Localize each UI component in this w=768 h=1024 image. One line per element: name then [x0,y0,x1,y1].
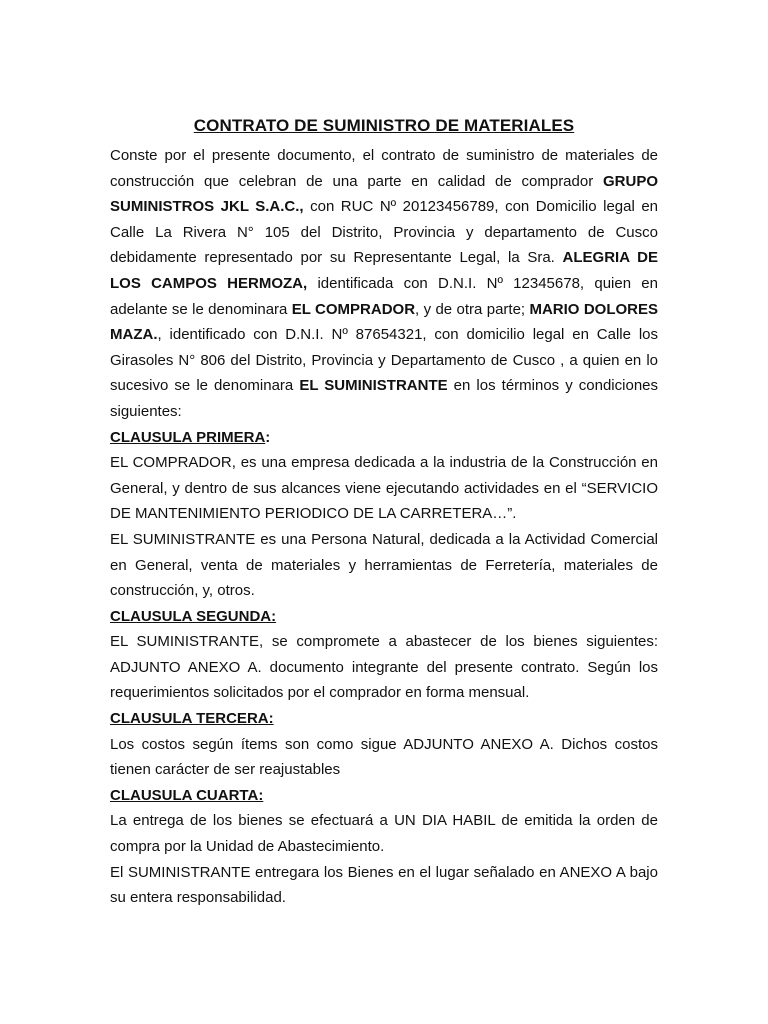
intro-text-1: Conste por el presente documento, el contrato de suministro de materiales de construcción que celebran de una parte en calidad de comprador [110,147,658,190]
clause-1-heading-text: CLAUSULA PRIMERA [110,428,266,446]
clause-3-heading [110,706,658,732]
document-title: CONTRATO DE SUMINISTRO DE MATERIALES [193,116,575,135]
clause-1-paragraph-2: EL SUMINISTRANTE es una Persona Natural, dedicada a la Actividad Comercial en General, venta de materiales y herramientas de Ferretería, materiales de construcción, y, otros. [110,530,658,600]
clause-2-heading-text: CLAUSULA SEGUNDA: [110,607,277,625]
clause-4-paragraph-2: El SUMINISTRANTE entregara los Bienes en el lugar señalado en ANEXO A bajo su entera responsabilidad. [110,863,658,907]
supplier-designation: EL SUMINISTRANTE [299,377,448,395]
intro-text-3: identificada con D.N.I. Nº 12345678, quien en adelante se le denominara [110,274,658,318]
clause-1-heading [110,425,658,451]
clause-3-paragraph-1: Los costos según ítems son como sigue ADJUNTO ANEXO A. Dichos costos tienen carácter de ser reajustables [110,735,658,779]
clause-1-heading-colon: : [265,428,271,446]
clause-4-heading [110,783,658,809]
buyer-designation: EL COMPRADOR [291,300,416,318]
intro-text-2: con RUC Nº 20123456789, con Domicilio legal en Calle La Rivera N° 105 del Distrito, Provincia y departamento de Cusco debidamente representado por su Representante Legal, la Sra. [110,198,659,267]
clause-2-paragraph-1: EL SUMINISTRANTE, se compromete a abastecer de los bienes siguientes: ADJUNTO ANEXO A. documento integrante del presente contrato. Según los requerimientos solicitados por el comprador en forma mensual. [110,633,658,702]
clause-3-heading-text: CLAUSULA TERCERA: [110,710,274,728]
buyer-company-name: GRUPO SUMINISTROS JKL S.A.C., [110,172,658,216]
clause-1-paragraph-1: EL COMPRADOR, es una empresa dedicada a la industria de la Construcción en General, y dentro de sus alcances viene ejecutando actividades en el “SERVICIO DE MANTENIMIENTO PERIODICO DE LA CARRETERA…”. [110,454,658,523]
clause-2-heading [110,604,658,630]
document-body [110,143,658,911]
intro-text-6: en los términos y condiciones siguientes: [110,377,659,420]
supplier-name: MARIO DOLORES MAZA. [110,300,658,344]
intro-text-4: , y de otra parte; [415,300,530,318]
legal-representative-name: ALEGRIA DE LOS CAMPOS HERMOZA, [110,249,658,292]
clause-4-paragraph-1: La entrega de los bienes se efectuará a UN DIA HABIL de emitida la orden de compra por la Unidad de Abastecimiento. [110,812,658,856]
intro-paragraph [110,143,658,425]
intro-text-5: , identificado con D.N.I. Nº 87654321, con domicilio legal en Calle los Girasoles N° 806 del Distrito, Provincia y Departamento de Cusco , a quien en lo sucesivo se le denominara [110,326,658,395]
clause-4-heading-text: CLAUSULA CUARTA: [110,786,264,804]
